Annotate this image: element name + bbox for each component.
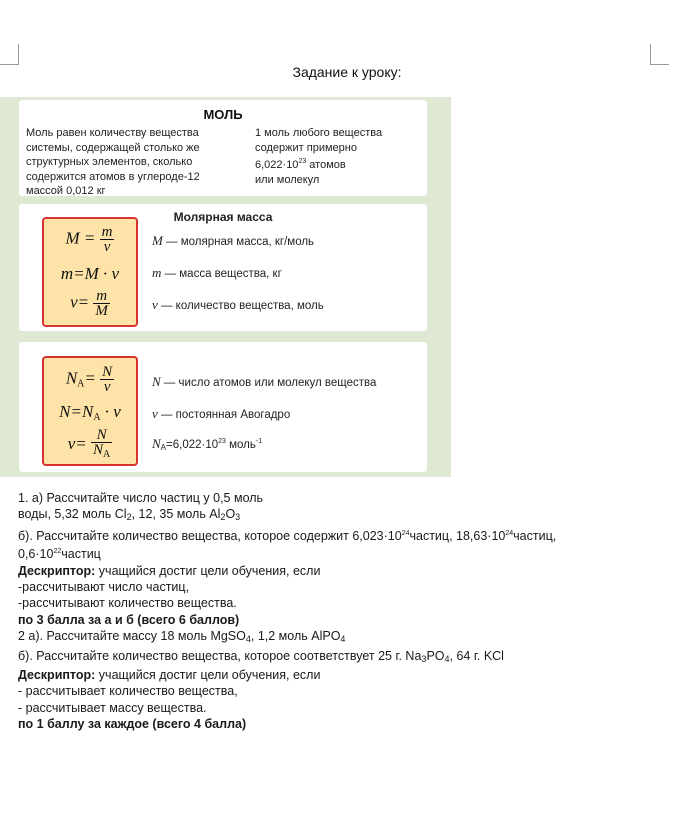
- subscript: 3: [421, 653, 427, 664]
- task-text: частиц: [61, 547, 101, 562]
- task1-criterion: -рассчитывают число частиц,: [18, 580, 190, 595]
- formula-lhs: v=: [67, 433, 87, 453]
- subscript: A: [103, 449, 111, 460]
- task1-score: по 3 балла за а и б (всего 6 баллов): [18, 612, 240, 627]
- formula-lhs: N=N: [59, 402, 94, 421]
- formula-lhs: M =: [65, 228, 96, 248]
- definition-text: — постоянная Авогадро: [157, 409, 291, 421]
- avogadro-constant-definition: [152, 406, 290, 422]
- mole-definition-line: содержится атомов в углероде-12: [26, 170, 200, 183]
- page-title: Задание к уроку:: [292, 64, 402, 80]
- amount-definition: [152, 297, 324, 313]
- mole-avogadro-line: [255, 155, 425, 173]
- subscript: A: [160, 443, 167, 452]
- avogadro-exponent: 23: [298, 158, 307, 165]
- task-number: 1: [18, 491, 25, 505]
- subscript: 3: [235, 512, 241, 523]
- numerator: m: [101, 224, 113, 240]
- fraction: [91, 428, 112, 462]
- mole-avogadro-text: [255, 126, 425, 187]
- reference-figure: [0, 97, 451, 477]
- mole-avogadro-line: или молекул: [255, 173, 320, 186]
- constant-value: =6,022·10: [166, 439, 219, 451]
- descriptor-label: Дескриптор:: [18, 668, 96, 683]
- task-text: воды, 5,32 моль Cl: [18, 507, 127, 522]
- unit: моль: [225, 439, 256, 451]
- task-text: б). Рассчитайте количество вещества, которое соответствует 25 г. Na: [18, 648, 422, 663]
- symbol: v: [152, 406, 158, 421]
- molar-mass-definition: [152, 233, 314, 249]
- mole-definition-line: Моль равен количеству вещества: [26, 127, 199, 139]
- mole-definition-line: системы, содержащей столько же: [26, 141, 200, 154]
- fraction: [93, 289, 110, 318]
- subscript: 2: [126, 512, 132, 523]
- formula-amount: [44, 289, 136, 318]
- task1-criterion: -рассчитывают количество вещества.: [18, 596, 237, 611]
- task1-line-b: [18, 526, 678, 544]
- tasks-section: [18, 490, 678, 733]
- denominator: v: [103, 239, 111, 255]
- task-text: 0,6·10: [18, 547, 54, 562]
- task2-line-b: [18, 648, 678, 667]
- task-text: а). Рассчитайте массу 18 моль MgSO: [24, 629, 246, 644]
- task-text: O: [225, 507, 236, 522]
- molar-mass-formula-box: [42, 217, 138, 327]
- task-text: , 1,2 моль AlPO: [250, 629, 341, 644]
- mole-avogadro-line: содержит примерно: [255, 141, 357, 154]
- task1-line-a: [18, 490, 678, 506]
- subscript: 4: [340, 634, 346, 645]
- mole-definition-line: массой 0,012 кг: [26, 185, 106, 197]
- symbol: m: [152, 265, 162, 280]
- exponent: 24: [505, 529, 514, 537]
- exponent: 24: [401, 529, 410, 537]
- equals-sign: =: [84, 368, 96, 388]
- symbol: N: [152, 436, 161, 451]
- task-text: частиц,: [513, 528, 557, 543]
- task-text: , 64 г. KCl: [449, 648, 504, 663]
- symbol: N: [152, 374, 161, 389]
- task1-line-a2: [18, 506, 678, 525]
- task2-line-a: [18, 628, 678, 647]
- definition-text: — количество вещества, моль: [157, 300, 324, 312]
- symbol: M: [152, 233, 163, 248]
- formula-molar-mass: [44, 225, 136, 254]
- denominator: [91, 443, 112, 462]
- mass-definition: [152, 265, 282, 281]
- subscript: 4: [245, 634, 251, 645]
- definition-text: — число атомов или молекул вещества: [160, 377, 377, 389]
- fraction: [100, 225, 115, 254]
- task-text: PO: [426, 648, 445, 663]
- task2-score: по 1 баллу за каждое (всего 4 балла): [18, 717, 247, 732]
- subscript: A: [77, 378, 85, 390]
- task1-descriptor: [18, 563, 678, 579]
- formula-lhs: v=: [70, 292, 90, 312]
- formula-particles: [44, 402, 136, 423]
- task2-descriptor: [18, 667, 678, 683]
- formula-amount-avogadro: [44, 428, 136, 462]
- denominator: v: [103, 379, 111, 395]
- avogadro-formula-box: [42, 356, 138, 466]
- mole-definition-line: структурных элементов, сколько: [26, 156, 193, 168]
- fraction: [100, 365, 114, 394]
- molar-mass-card: [19, 204, 427, 331]
- molar-mass-title: Молярная масса: [173, 210, 273, 224]
- formula-rhs: · v: [100, 402, 121, 421]
- subscript: 4: [444, 653, 450, 664]
- task-text: . а) Рассчитайте число частиц у 0,5 моль: [24, 491, 264, 505]
- numerator: N: [102, 364, 113, 380]
- avogadro-units: атомов: [306, 159, 346, 171]
- numerator: N: [91, 428, 112, 443]
- denominator-symbol: N: [93, 442, 104, 458]
- denominator: M: [95, 303, 108, 319]
- task-text: б). Рассчитайте количество вещества, которое содержит 6,023·10: [18, 528, 402, 543]
- mole-definition-text: [26, 126, 241, 199]
- definition-text: — масса вещества, кг: [161, 268, 282, 280]
- unit-exponent: -1: [255, 438, 263, 445]
- exponent: 23: [218, 438, 226, 445]
- task-number: 2: [18, 629, 25, 644]
- descriptor-text: учащийся достиг цели обучения, если: [95, 563, 321, 578]
- formula-mass: m=M · v: [60, 264, 120, 283]
- mole-definition-card: [19, 100, 427, 196]
- task-text: , 12, 35 моль Al: [131, 507, 221, 522]
- crop-mark-right: [650, 44, 669, 65]
- task1-line-b2: [18, 544, 678, 562]
- definition-text: — молярная масса, кг/моль: [162, 236, 315, 248]
- avogadro-constant-value: [152, 436, 262, 452]
- avogadro-number: 6,022·10: [255, 159, 299, 171]
- crop-mark-left: [0, 44, 19, 65]
- avogadro-card: [19, 342, 427, 472]
- numerator: m: [93, 289, 110, 304]
- mole-card-title: МОЛЬ: [203, 107, 243, 122]
- subscript: A: [93, 412, 101, 423]
- descriptor-label: Дескриптор:: [18, 563, 96, 578]
- task2-criterion: - рассчитывает количество вещества,: [18, 684, 238, 699]
- symbol: v: [152, 297, 158, 312]
- formula-avogadro: [44, 365, 136, 394]
- exponent: 22: [53, 548, 62, 556]
- descriptor-text: учащийся достиг цели обучения, если: [95, 668, 321, 683]
- task2-criterion: - рассчитывает массу вещества.: [18, 700, 207, 715]
- subscript: 2: [220, 512, 226, 523]
- mole-avogadro-line: 1 моль любого вещества: [255, 127, 383, 139]
- particles-definition: [152, 374, 376, 390]
- formula-lhs: N: [65, 368, 78, 388]
- task-text: частиц, 18,63·10: [409, 528, 506, 543]
